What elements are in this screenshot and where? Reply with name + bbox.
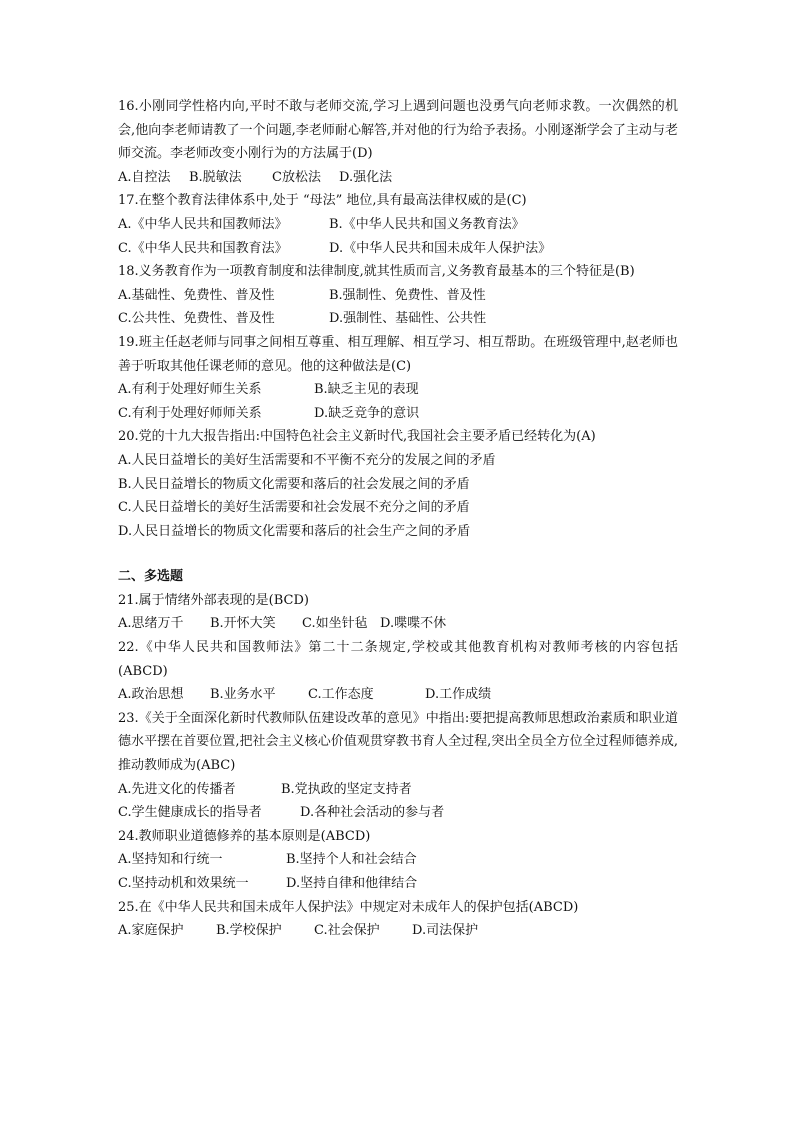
option-a: A.人民日益增长的美好生活需要和不平衡不充分的发展之间的矛盾 <box>118 452 496 468</box>
exam-page <box>118 95 678 943</box>
option-a: A.基础性、免费性、普及性 <box>118 287 275 303</box>
option-b: B.脱敏法 <box>189 169 242 185</box>
option-d: D.工作成绩 <box>425 687 492 703</box>
question-24-options-ab <box>118 848 678 872</box>
option-b: B.人民日益增长的物质文化需要和落后的社会发展之间的矛盾 <box>118 476 470 492</box>
question-25-options <box>118 919 678 943</box>
option-b: B.学校保护 <box>216 923 282 939</box>
option-c: C.社会保护 <box>314 923 380 939</box>
option-d: D.各种社会活动的参与者 <box>300 805 445 821</box>
question-18: 18.义务教育作为一项教育制度和法律制度,就其性质而言,义务教育最基本的三个特征是(B) <box>118 264 635 280</box>
question-20: 20.党的十九大报告指出:中国特色社会主义新时代,我国社会主要矛盾已经转化为(A) <box>118 429 596 445</box>
option-c: C.坚持动机和效果统一 <box>118 876 249 891</box>
question-24-options-cd <box>118 872 678 896</box>
question-21-options <box>118 612 678 636</box>
option-d: D.强制性、基础性、公共性 <box>329 311 487 327</box>
option-a: A.《中华人民共和国教师法》 <box>118 216 288 232</box>
option-b: B.强制性、免费性、普及性 <box>329 287 486 303</box>
question-16: 16.小刚同学性格内向,平时不敢与老师交流,学习上遇到问题也没勇气向老师求教。一次偶然的机会,他向李老师请教了一个问题,李老师耐心解答,并对他的行为给予表扬。小刚逐渐学会了主动与老师交流。李老师改变小刚行为的方法属于(D) <box>118 99 678 162</box>
option-c: C.人民日益增长的美好生活需要和社会发展不充分之间的矛盾 <box>118 500 470 516</box>
question-17-options-ab <box>118 213 678 237</box>
question-19-options-cd <box>118 402 678 426</box>
section-heading: 二、多选题 <box>118 569 184 585</box>
question-23-options-ab <box>118 778 678 802</box>
option-a: A.有利于处理好师生关系 <box>118 382 262 398</box>
question-22: 22.《中华人民共和国教师法》第二十二条规定,学校或其他教育机构对教师考核的内容包括(ABCD) <box>118 640 678 679</box>
option-d: D.坚持自律和他律结合 <box>286 876 418 891</box>
question-18-options-cd <box>118 307 678 331</box>
question-19-options-ab <box>118 378 678 402</box>
question-25: 25.在《中华人民共和国未成年人保护法》中规定对未成年人的保护包括(ABCD) <box>118 899 579 915</box>
option-d: D.《中华人民共和国未成年人保护法》 <box>329 240 552 256</box>
option-b: B.坚持个人和社会结合 <box>286 852 417 868</box>
option-c: C.如坐针毡 <box>302 616 368 632</box>
option-a: A.政治思想 <box>118 687 184 703</box>
option-b: B.缺乏主见的表现 <box>314 382 419 398</box>
question-24: 24.教师职业道德修养的基本原则是(ABCD) <box>118 828 371 844</box>
option-b: B.党执政的坚定支持者 <box>281 781 412 797</box>
option-d: D.司法保护 <box>412 923 479 939</box>
question-16-options <box>118 166 678 190</box>
option-c: C.工作态度 <box>308 687 374 703</box>
option-d: D.强化法 <box>339 169 393 185</box>
option-c: C.公共性、免费性、普及性 <box>118 311 275 327</box>
option-d: D.喋喋不休 <box>380 616 447 632</box>
option-a: A.先进文化的传播者 <box>118 781 236 797</box>
option-c: C.学生健康成长的指导者 <box>118 805 262 821</box>
option-d: D.人民日益增长的物质文化需要和落后的社会生产之间的矛盾 <box>118 523 471 539</box>
option-a: A.家庭保护 <box>118 923 184 939</box>
question-22-options <box>118 683 678 707</box>
option-c: C放松法 <box>272 169 321 185</box>
question-18-options-ab <box>118 284 678 308</box>
option-d: D.缺乏竞争的意识 <box>314 405 420 421</box>
option-b: B.《中华人民共和国义务教育法》 <box>329 216 525 232</box>
question-19: 19.班主任赵老师与同事之间相互尊重、相互理解、相互学习、相互帮助。在班级管理中,赵老师也善于听取其他任课老师的意见。他的这种做法是(C) <box>118 334 678 374</box>
option-b: B.开怀大笑 <box>210 616 276 632</box>
question-23: 23.《关于全面深化新时代教师队伍建设改革的意见》中指出:要把提高教师思想政治素质和职业道德水平摆在首要位置,把社会主义核心价值观贯穿教书育人全过程,突出全员全方位全过程师德养成,推动教师成为(ABC) <box>118 710 678 774</box>
option-b: B.业务水平 <box>210 687 276 703</box>
option-a: A.自控法 <box>118 169 171 185</box>
option-c: C.《中华人民共和国教育法》 <box>118 240 288 256</box>
question-17: 17.在整个教育法律体系中,处于 “母法” 地位,具有最高法律权威的是(C) <box>118 193 527 209</box>
question-21: 21.属于情绪外部表现的是(BCD) <box>118 592 309 608</box>
question-17-options-cd <box>118 237 678 261</box>
option-c: C.有利于处理好师师关系 <box>118 405 262 421</box>
question-23-options-cd <box>118 801 678 825</box>
option-a: A.思绪万千 <box>118 616 184 632</box>
option-a: A.坚持知和行统一 <box>118 852 223 868</box>
